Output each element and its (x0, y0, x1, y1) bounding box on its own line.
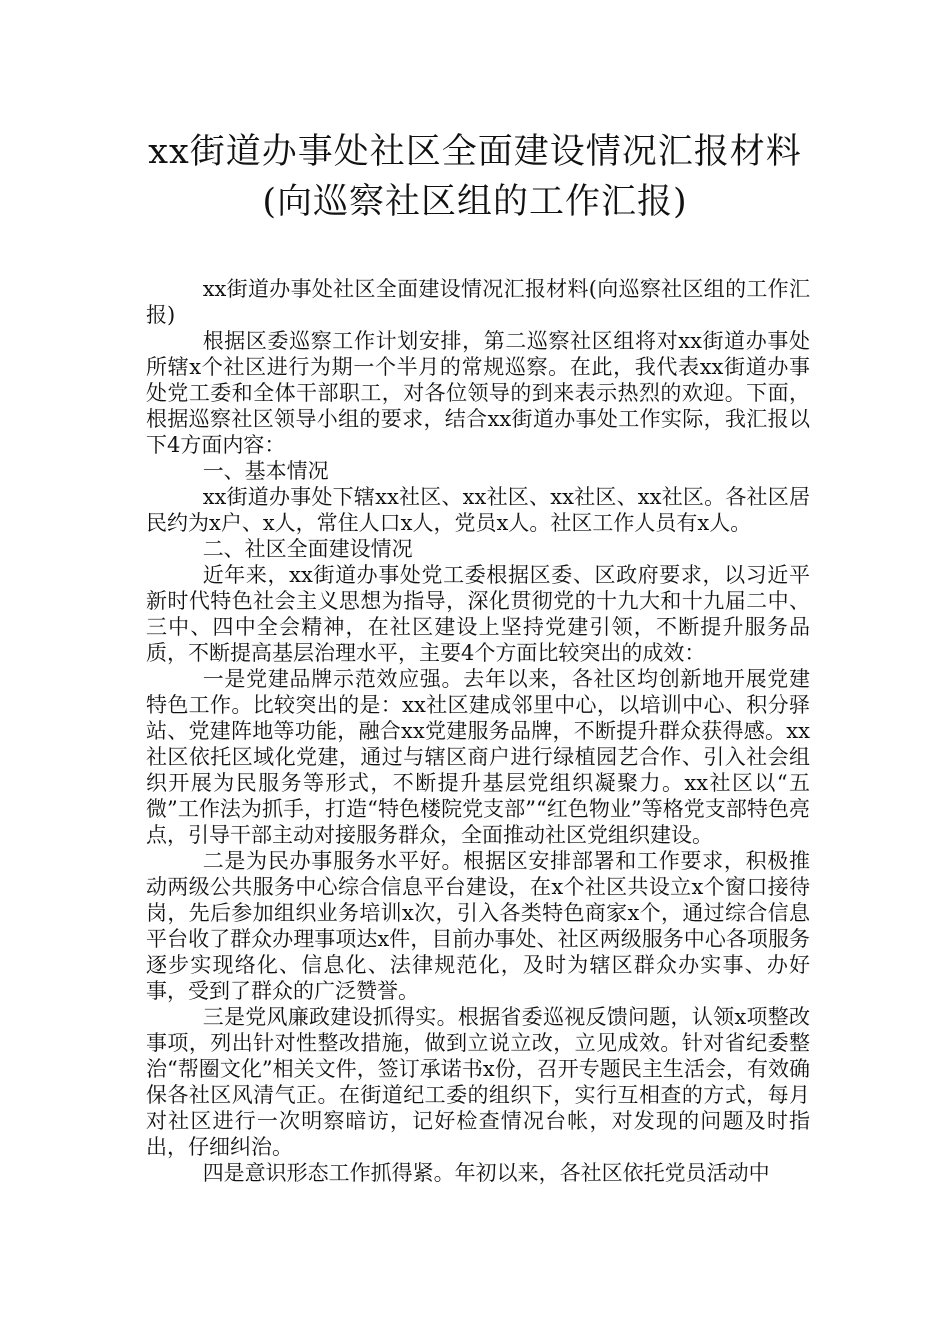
paragraph-point-3: 三是党风廉政建设抓得实。根据省委巡视反馈问题，认领x项整改事项，列出针对性整改措施，做到立说立改，立见成效。针对省纪委整治“帮圈文化”相关文件，签订承诺书x份，召开专题民主生活会，有效确保各社区风清气正。在街道纪工委的组织下，实行互相查的方式，每月对社区进行一次明察暗访，记好检查情况台帐，对发现的问题及时指出，仔细纠治。 (146, 1005, 810, 1159)
paragraph-basic: xx街道办事处下辖xx社区、xx社区、xx社区、xx社区。各社区居民约为x户、x人，常住人口x人，党员x人。社区工作人员有x人。 (146, 485, 810, 535)
section-heading-basic: 一、基本情况 (202, 459, 329, 483)
paragraph-construction: 近年来，xx街道办事处党工委根据区委、区政府要求，以习近平新时代特色社会主义思想为指导，深化贯彻党的十九大和十九届二中、三中、四中全会精神，在社区建设上坚持党建引领，不断提升服务品质，不断提高基层治理水平，主要4个方面比较突出的成效： (146, 563, 810, 665)
paragraph-point-1: 一是党建品牌示范效应强。去年以来，各社区均创新地开展党建特色工作。比较突出的是：xx社区建成邻里中心，以培训中心、积分驿站、党建阵地等功能，融合xx党建服务品牌，不断提升群众获得感。xx社区依托区域化党建，通过与辖区商户进行绿植园艺合作、引入社会组织开展为民服务等形式，不断提升基层党组织凝聚力。xx社区以“五微”工作法为抓手，打造“特色楼院党支部”“红色物业”等格党支部特色亮点，引导干部主动对接服务群众，全面推动社区党组织建设。 (146, 667, 810, 847)
document-title-line2: (向巡察社区组的工作汇报) (262, 182, 688, 222)
paragraph-point-4: 四是意识形态工作抓得紧。年初以来，各社区依托党员活动中 (202, 1161, 770, 1185)
paragraph-opening: 根据区委巡察工作计划安排，第二巡察社区组将对xx街道办事处所辖x个社区进行为期一个半月的常规巡察。在此，我代表xx街道办事处党工委和全体干部职工，对各位领导的到来表示热烈的欢迎。下面，根据巡察社区领导小组的要求，结合xx街道办事处工作实际，我汇报以下4方面内容： (146, 329, 810, 457)
section-heading-construction: 二、社区全面建设情况 (202, 537, 413, 561)
paragraph-intro: xx街道办事处社区全面建设情况汇报材料(向巡察社区组的工作汇报) (146, 277, 810, 327)
document-body (146, 276, 810, 1186)
document-title-line1: xx街道办事处社区全面建设情况汇报材料 (148, 132, 802, 172)
paragraph-point-2: 二是为民办事服务水平好。根据区安排部署和工作要求，积极推动两级公共服务中心综合信息平台建设，在x个社区共设立x个窗口接待岗，先后参加组织业务培训x次，引入各类特色商家x个，通过综合信息平台收了群众办理事项达x件，目前办事处、社区两级服务中心各项服务逐步实现络化、信息化、法律规范化，及时为辖区群众办实事、办好事，受到了群众的广泛赞誉。 (146, 849, 810, 1003)
